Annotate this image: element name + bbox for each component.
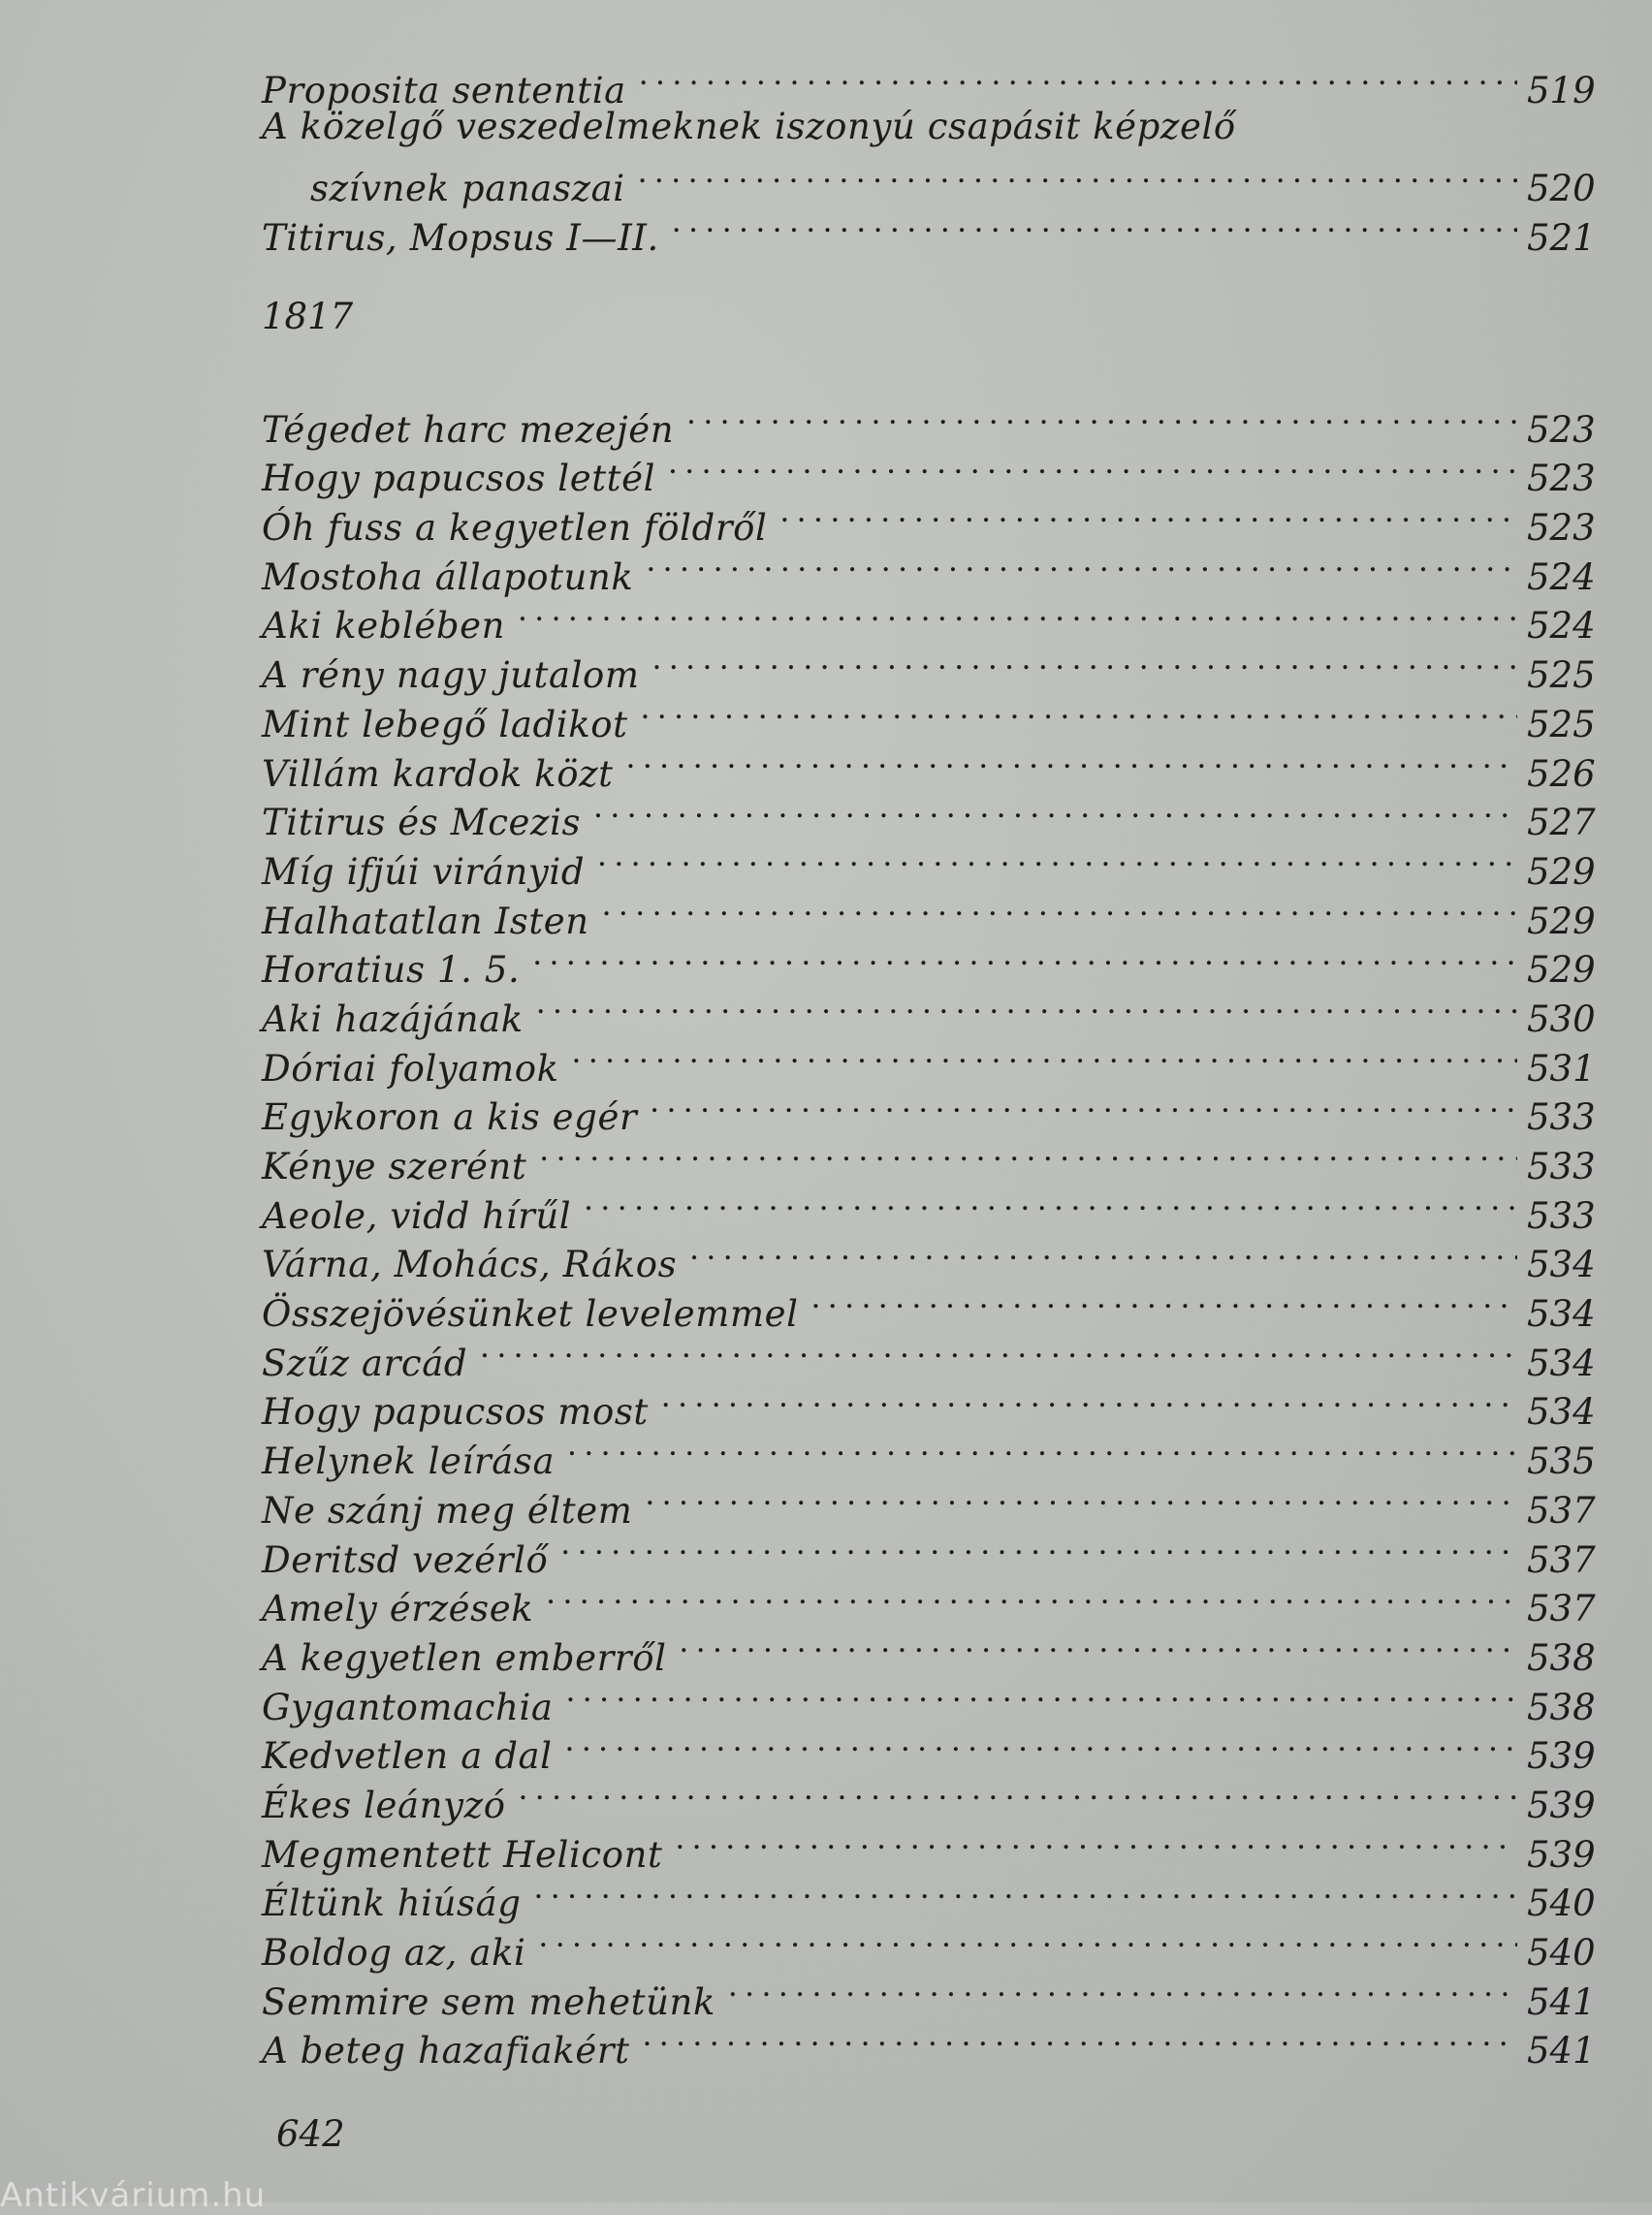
dot-leader: [812, 1277, 1517, 1326]
entry-page-number: 523: [1527, 458, 1596, 500]
entry-page-number: 533: [1527, 1194, 1596, 1237]
entry-page-number: 526: [1527, 752, 1596, 795]
dot-leader: [561, 1523, 1517, 1572]
toc-main-list: [262, 393, 1596, 2073]
entry-title: Villám kardok közt: [262, 752, 614, 795]
entry-title: Boldog az, aki: [262, 1932, 526, 1974]
dot-leader: [640, 53, 1517, 103]
dot-leader: [651, 1081, 1517, 1130]
entry-page-number: 525: [1527, 654, 1596, 697]
entry-title: Ékes leányzó: [262, 1784, 506, 1826]
dot-leader: [519, 589, 1517, 639]
entry-title: Halhatatlan Isten: [262, 900, 589, 942]
entry-page-number: 538: [1527, 1636, 1596, 1679]
dot-leader: [535, 1867, 1517, 1916]
entry-page-number: 540: [1527, 1883, 1596, 1925]
dot-leader: [673, 201, 1517, 250]
entry-title: Horatius 1. 5.: [262, 949, 521, 992]
toc-entry: [262, 151, 1596, 210]
entry-page-number: 523: [1527, 408, 1596, 451]
entry-page-number: 540: [1527, 1932, 1596, 1974]
dot-leader: [669, 442, 1517, 491]
entry-title: Hogy papucsos most: [262, 1391, 649, 1434]
dot-leader: [647, 540, 1517, 589]
entry-title: A kegyetlen emberről: [262, 1636, 667, 1679]
dot-leader: [566, 1720, 1517, 1769]
year-heading: 1817: [262, 296, 354, 337]
dot-leader: [540, 1129, 1517, 1179]
dot-leader: [687, 393, 1517, 442]
entry-page-number: 534: [1527, 1293, 1596, 1336]
entry-title: Óh fuss a kegyetlen földről: [262, 507, 768, 550]
dot-leader: [681, 1621, 1517, 1670]
entry-page-number: 541: [1527, 2030, 1596, 2073]
toc-entry: [262, 53, 1596, 111]
entry-page-number: 537: [1527, 1489, 1596, 1532]
entry-title: Aki keblében: [262, 605, 506, 648]
dot-leader: [547, 1572, 1517, 1622]
entry-page-number: 529: [1527, 900, 1596, 942]
dot-leader: [676, 1818, 1517, 1867]
toc-entry: [262, 393, 1596, 451]
entry-title: Kedvetlen a dal: [262, 1735, 553, 1778]
dot-leader: [540, 1915, 1518, 1965]
entry-page-number: 534: [1527, 1244, 1596, 1286]
dot-leader: [729, 1965, 1517, 2014]
dot-leader: [653, 638, 1517, 687]
entry-title: Proposita sententia: [262, 69, 626, 111]
dot-leader: [481, 1326, 1517, 1376]
entry-title-line: A közelgő veszedelmeknek iszonyú csapásit képzelő: [262, 105, 1236, 147]
entry-page-number: 533: [1527, 1146, 1596, 1187]
toc-top-section: [262, 53, 1596, 259]
dot-leader: [585, 1179, 1517, 1228]
entry-page-number: 523: [1527, 507, 1596, 550]
entry-page-number: 537: [1527, 1538, 1596, 1581]
entry-title: Gygantomachia: [262, 1686, 554, 1728]
entry-page-number: 527: [1527, 802, 1596, 844]
entry-title: Tégedet harc mezején: [262, 408, 675, 451]
entry-page-number: 519: [1527, 69, 1596, 111]
entry-title: Egykoron a kis egér: [262, 1096, 638, 1139]
entry-title: Titirus és Mcezis: [262, 802, 582, 844]
entry-page-number: 539: [1527, 1833, 1596, 1876]
entry-title: Hogy papucsos lettél: [262, 458, 656, 500]
entry-page-number: 520: [1527, 168, 1596, 210]
dot-leader: [639, 151, 1517, 201]
entry-page-number: 539: [1527, 1784, 1596, 1826]
entry-title: Éltünk hiúság: [262, 1883, 522, 1925]
dot-leader: [594, 786, 1517, 836]
entry-title: Deritsd vezérlő: [262, 1538, 549, 1581]
entry-title: Szűz arcád: [262, 1342, 468, 1384]
dot-leader: [646, 1473, 1517, 1523]
dot-leader: [780, 490, 1517, 540]
watermark-text: Antikvárium.hu: [0, 2176, 267, 2215]
dot-leader: [598, 835, 1517, 884]
entry-page-number: 525: [1527, 703, 1596, 745]
entry-title: Helynek leírása: [262, 1440, 556, 1483]
entry-title: Amely érzések: [262, 1588, 534, 1630]
entry-title: Megmentett Helicont: [262, 1833, 663, 1876]
entry-page-number: 538: [1527, 1686, 1596, 1728]
entry-page-number: 541: [1527, 1980, 1596, 2023]
dot-leader: [644, 2014, 1517, 2064]
dot-leader: [603, 884, 1517, 933]
dot-leader: [537, 982, 1517, 1031]
entry-page-number: 531: [1527, 1047, 1596, 1090]
entry-page-number: 529: [1527, 949, 1596, 992]
entry-title: Várna, Mohács, Rákos: [262, 1244, 678, 1286]
entry-page-number: 533: [1527, 1096, 1596, 1139]
entry-title: Semmire sem mehetünk: [262, 1980, 715, 2023]
dot-leader: [533, 933, 1517, 983]
dot-leader: [642, 687, 1517, 737]
dot-leader: [662, 1376, 1517, 1425]
entry-page-number: 530: [1527, 997, 1596, 1040]
entry-page-number: 534: [1527, 1391, 1596, 1434]
entry-title-continuation: szívnek panaszai: [310, 168, 625, 210]
entry-title: Aeole, vidd hírűl: [262, 1194, 572, 1237]
entry-page-number: 529: [1527, 850, 1596, 893]
dot-leader: [573, 1031, 1517, 1081]
entry-title: Kénye szerént: [262, 1146, 527, 1187]
entry-title: Titirus, Mopsus I—II.: [262, 216, 659, 259]
entry-page-number: 524: [1527, 605, 1596, 648]
entry-title: Mostoha állapotunk: [262, 555, 634, 598]
entry-page-number: 521: [1527, 216, 1596, 259]
entry-page-number: 535: [1527, 1440, 1596, 1483]
entry-title: Összejövésünket levelemmel: [262, 1293, 799, 1336]
entry-title: Aki hazájának: [262, 997, 524, 1040]
dot-leader: [568, 1424, 1517, 1473]
dot-leader: [520, 1768, 1517, 1818]
entry-title: A beteg hazafiakért: [262, 2030, 630, 2073]
entry-page-number: 539: [1527, 1735, 1596, 1778]
dot-leader: [690, 1228, 1517, 1278]
entry-title: Dóriai folyamok: [262, 1047, 559, 1090]
page-folio: 642: [276, 2113, 345, 2155]
entry-title: Ne szánj meg éltem: [262, 1489, 633, 1532]
entry-page-number: 534: [1527, 1342, 1596, 1384]
dot-leader: [567, 1670, 1517, 1720]
dot-leader: [627, 737, 1517, 786]
entry-title: Míg ifjúi virányid: [262, 850, 586, 893]
entry-page-number: 524: [1527, 555, 1596, 598]
entry-page-number: 537: [1527, 1588, 1596, 1630]
entry-title: Mint lebegő ladikot: [262, 703, 628, 745]
entry-title: A rény nagy jutalom: [262, 654, 640, 697]
